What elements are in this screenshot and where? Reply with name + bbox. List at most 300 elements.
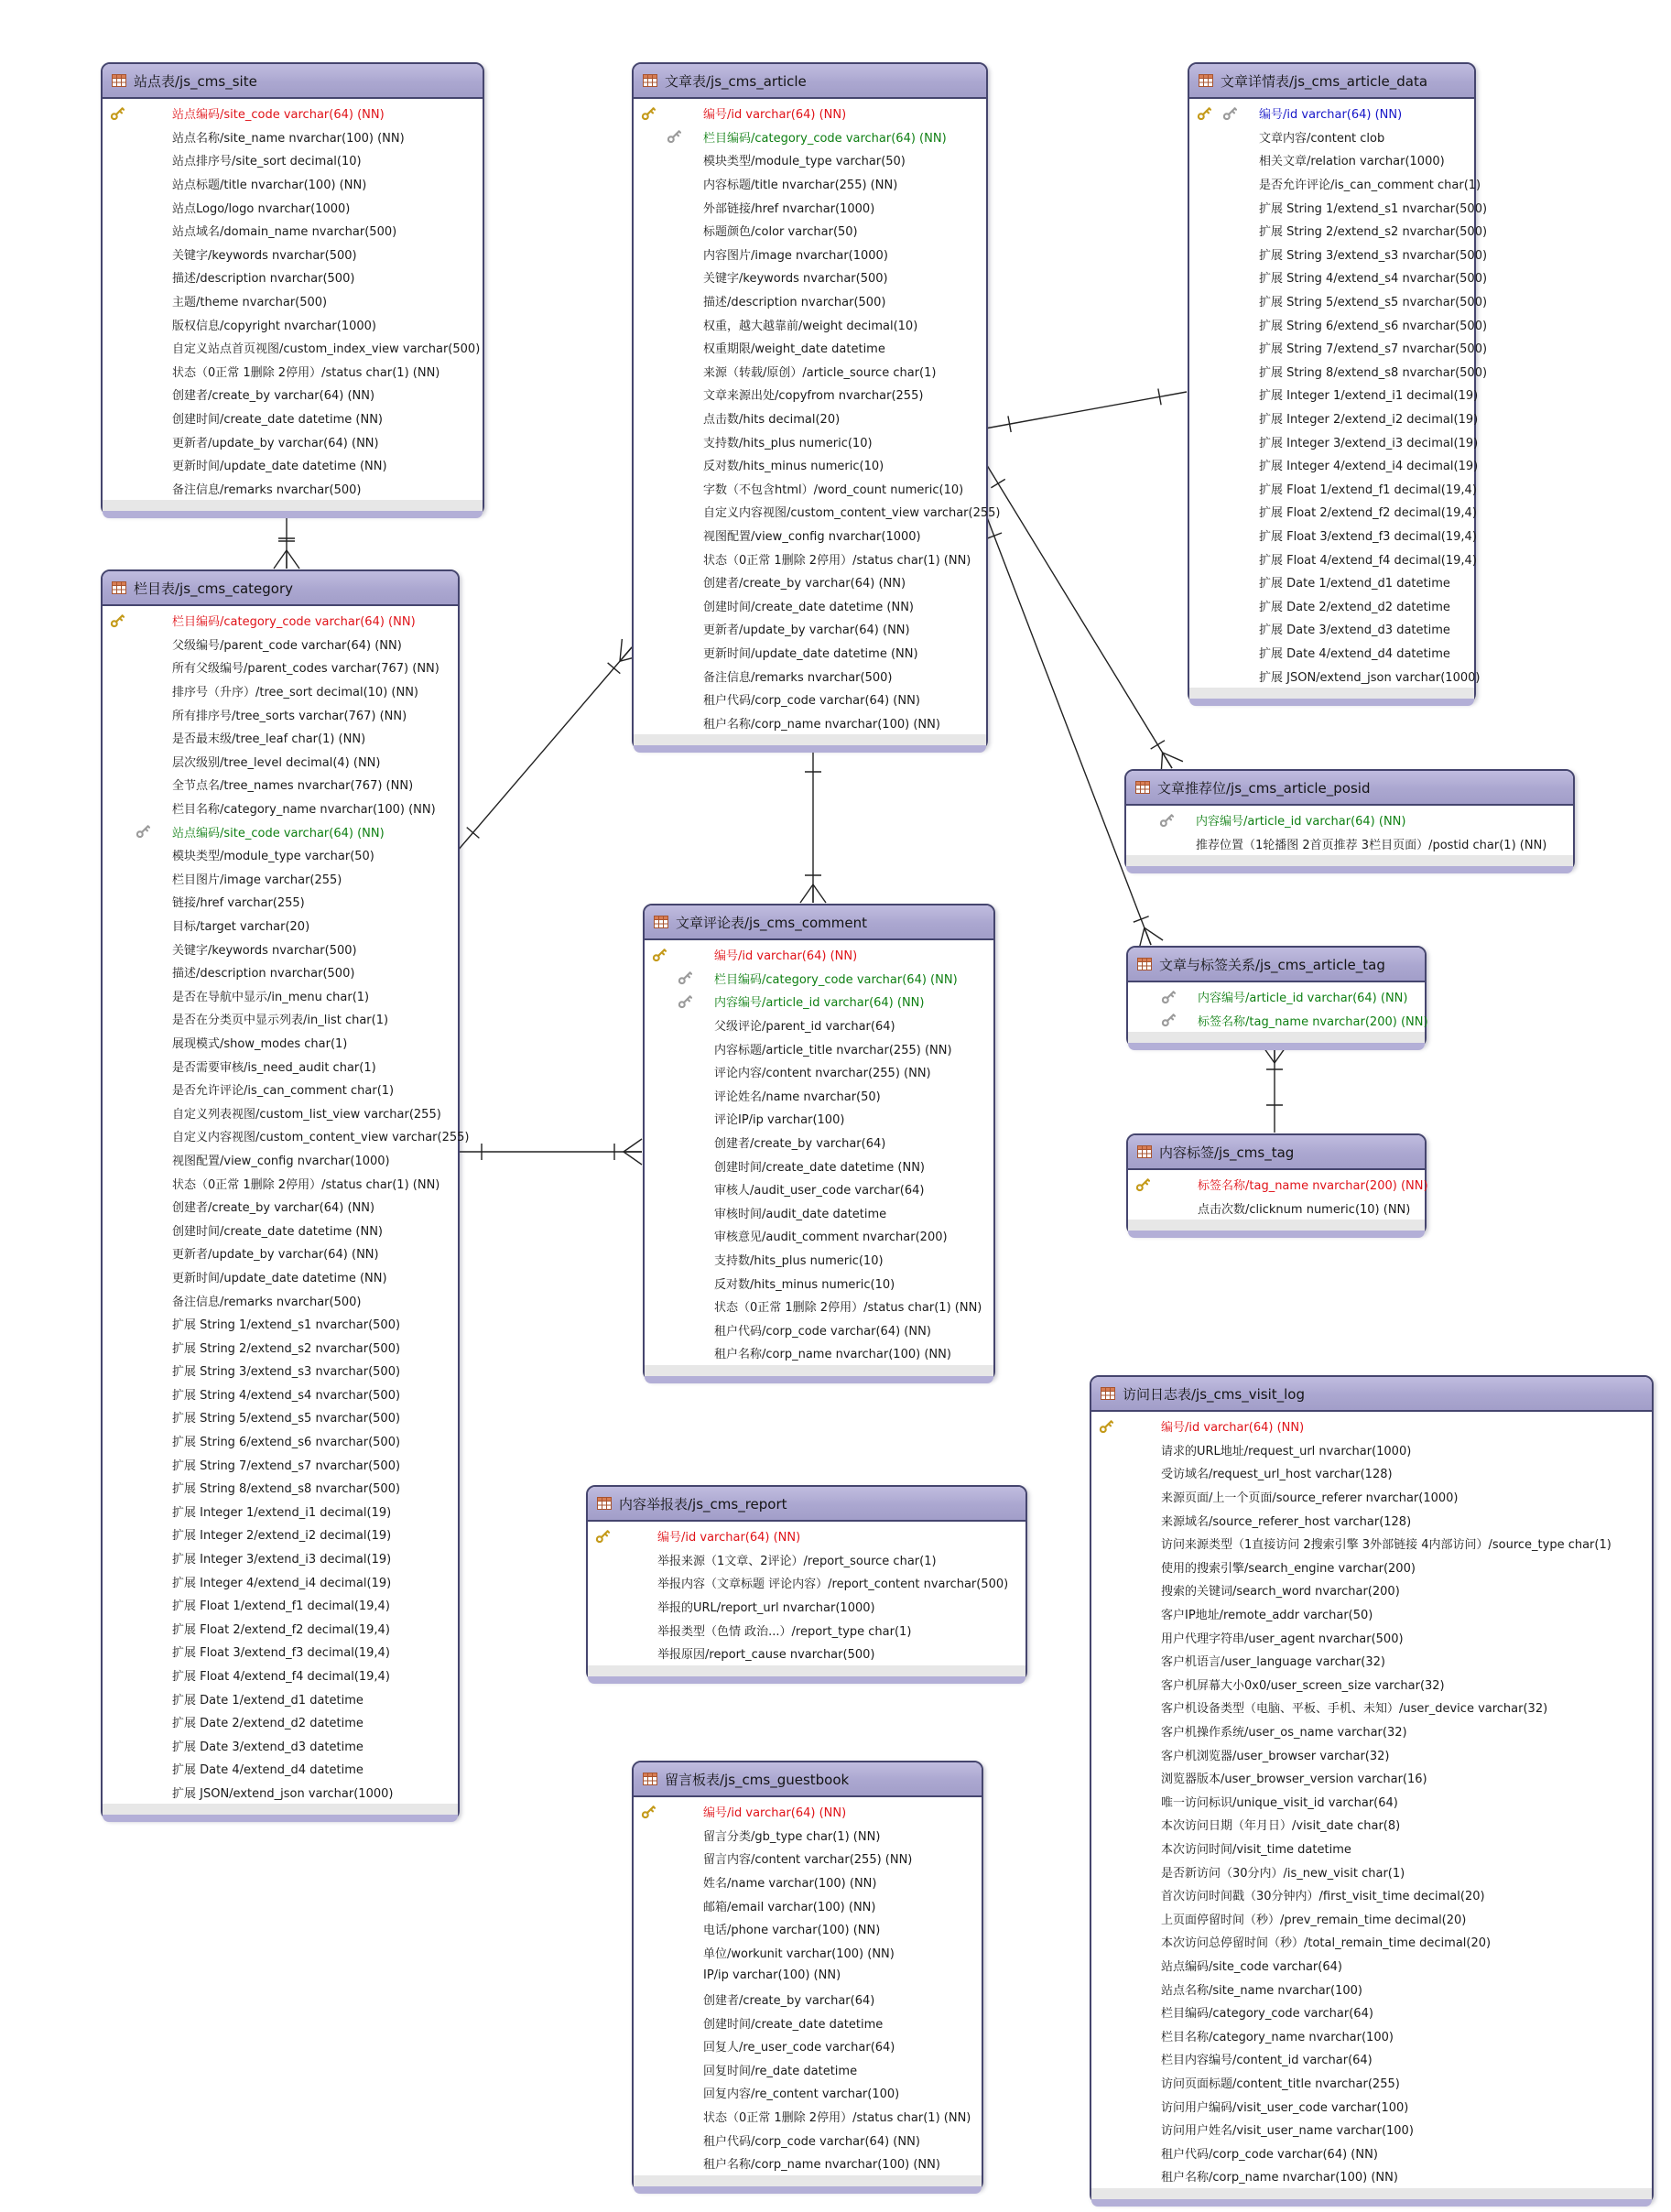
field-row[interactable] <box>103 289 483 313</box>
field-label: 更新者/update_by varchar(64) (NN) <box>703 623 910 638</box>
field-row[interactable] <box>634 102 986 125</box>
field-row[interactable] <box>645 1341 993 1365</box>
field-row[interactable] <box>634 172 986 196</box>
table-header[interactable] <box>1189 64 1474 99</box>
field-row[interactable] <box>103 1546 458 1570</box>
field-row[interactable] <box>1189 641 1474 665</box>
table-js_cms_tag[interactable] <box>1126 1133 1427 1235</box>
field-row[interactable] <box>1091 1602 1652 1626</box>
field-row[interactable] <box>588 1548 1025 1572</box>
field-label: 是否需要审核/is_need_audit char(1) <box>172 1060 376 1075</box>
key-icons <box>103 125 172 149</box>
field-row[interactable] <box>103 407 483 430</box>
field-row[interactable] <box>103 1171 458 1195</box>
field-row[interactable] <box>103 429 483 453</box>
field-row[interactable] <box>634 1917 982 1941</box>
field-row[interactable] <box>1189 453 1479 477</box>
field-row[interactable] <box>634 125 986 149</box>
field-row[interactable] <box>103 1686 458 1710</box>
field-row[interactable] <box>1091 1954 1652 1978</box>
field-label: 主题/theme nvarchar(500) <box>172 296 328 310</box>
field-row[interactable] <box>634 617 986 641</box>
key-icons <box>1091 1625 1161 1649</box>
field-row[interactable] <box>1091 1977 1652 2001</box>
relationship-js_cms_article-js_cms_article_posid[interactable] <box>985 462 1183 775</box>
field-row[interactable] <box>103 1265 458 1289</box>
field-row[interactable] <box>103 843 458 867</box>
relationship-js_cms_article-js_cms_article_tag[interactable] <box>985 513 1163 949</box>
key-icons <box>1091 1790 1161 1814</box>
key-icons <box>103 914 172 938</box>
field-row[interactable] <box>645 1201 993 1225</box>
field-row[interactable] <box>634 312 986 336</box>
field-row[interactable] <box>645 1295 993 1318</box>
field-label: 备注信息/remarks nvarchar(500) <box>703 670 893 685</box>
field-row[interactable] <box>1189 102 1474 125</box>
table-header[interactable] <box>634 64 986 99</box>
field-row[interactable] <box>634 266 986 289</box>
field-row[interactable] <box>645 1224 993 1248</box>
field-row[interactable] <box>634 360 986 384</box>
field-row[interactable] <box>645 1060 993 1084</box>
field-row[interactable] <box>103 453 483 477</box>
field-row[interactable] <box>634 2128 982 2152</box>
field-row[interactable] <box>103 1124 470 1148</box>
field-row[interactable] <box>1091 1906 1652 1930</box>
field-list <box>1128 982 1428 1032</box>
field-row[interactable] <box>1189 547 1477 570</box>
field-label: 来源（转载/原创）/article_source char(1) <box>703 365 937 380</box>
field-row[interactable] <box>1189 312 1488 336</box>
key-icons <box>1091 1930 1161 1954</box>
field-row[interactable] <box>1189 524 1477 548</box>
field-label: 栏目内容编号/content_id varchar(64) <box>1161 2054 1373 2068</box>
table-header[interactable] <box>1128 948 1425 982</box>
key-icons <box>1091 1556 1161 1579</box>
relationship-js_cms_article-js_cms_comment[interactable] <box>800 747 826 903</box>
field-row[interactable] <box>103 890 458 914</box>
field-row[interactable] <box>103 172 483 196</box>
field-row[interactable] <box>1128 1009 1428 1033</box>
field-row[interactable] <box>1128 1197 1425 1220</box>
field-label: 客户机浏览器/user_browser varchar(32) <box>1161 1749 1390 1763</box>
field-row[interactable] <box>103 125 483 149</box>
field-row[interactable] <box>103 1101 458 1124</box>
field-row[interactable] <box>634 1988 982 2011</box>
table-header[interactable] <box>634 1762 982 1797</box>
key-icons <box>103 1288 172 1312</box>
table-header[interactable] <box>103 571 458 606</box>
key-icons <box>634 664 703 688</box>
foreign-key-icon <box>678 970 692 985</box>
field-row[interactable] <box>634 570 986 594</box>
key-icons <box>103 172 172 196</box>
field-row[interactable] <box>1091 1461 1652 1485</box>
field-row[interactable] <box>1091 1578 1652 1602</box>
field-row[interactable] <box>103 1452 458 1476</box>
field-row[interactable] <box>1189 407 1479 430</box>
key-icons <box>1091 2094 1161 2118</box>
field-row[interactable] <box>634 1941 982 1965</box>
key-icons <box>1189 102 1259 125</box>
field-row[interactable] <box>1091 1837 1652 1860</box>
field-label: 扩展 Float 1/extend_f1 decimal(19,4) <box>172 1599 390 1614</box>
field-label: 更新时间/update_date datetime (NN) <box>703 646 918 661</box>
field-row[interactable] <box>1091 1649 1652 1673</box>
field-row[interactable] <box>1091 1883 1652 1907</box>
table-header[interactable] <box>1126 771 1573 806</box>
relationship-js_cms_site-js_cms_category[interactable] <box>274 514 299 569</box>
field-row[interactable] <box>634 477 986 501</box>
field-row[interactable] <box>1189 383 1479 407</box>
field-row[interactable] <box>1091 1860 1652 1883</box>
field-row[interactable] <box>103 1405 458 1429</box>
field-row[interactable] <box>103 1664 458 1687</box>
field-row[interactable] <box>1091 1556 1652 1579</box>
table-footer <box>103 500 483 518</box>
field-row[interactable] <box>645 1036 993 1060</box>
field-row[interactable] <box>1189 570 1474 594</box>
field-row[interactable] <box>1128 1173 1428 1197</box>
field-row[interactable] <box>645 1084 993 1108</box>
table-header[interactable] <box>1091 1377 1652 1412</box>
field-row[interactable] <box>1189 593 1474 617</box>
field-label: 权重，越大越靠前/weight decimal(10) <box>703 319 918 333</box>
field-label: 访问来源类型（1直接访问 2搜索引擎 3外部链接 4内部访问）/source_type char(1) <box>1161 1538 1611 1553</box>
key-icons <box>1091 1883 1161 1907</box>
field-row[interactable] <box>103 195 483 219</box>
key-icons <box>103 266 172 289</box>
field-row[interactable] <box>103 1195 458 1219</box>
field-row[interactable] <box>103 1218 458 1242</box>
field-row[interactable] <box>103 1734 458 1758</box>
field-row[interactable] <box>645 1318 993 1342</box>
field-row[interactable] <box>103 1757 458 1781</box>
field-row[interactable] <box>634 664 986 688</box>
field-row[interactable] <box>103 1569 458 1593</box>
field-row[interactable] <box>103 383 483 407</box>
table-js_cms_report[interactable] <box>586 1485 1027 1681</box>
field-row[interactable] <box>645 1131 993 1155</box>
field-row[interactable] <box>103 867 458 891</box>
field-row[interactable] <box>634 1800 982 1824</box>
field-row[interactable] <box>103 797 458 820</box>
field-row[interactable] <box>103 960 458 984</box>
field-row[interactable] <box>645 1154 993 1177</box>
field-row[interactable] <box>103 148 483 172</box>
field-row[interactable] <box>103 1500 458 1523</box>
field-row[interactable] <box>634 383 986 407</box>
field-row[interactable] <box>103 336 483 360</box>
field-row[interactable] <box>1091 2164 1652 2188</box>
field-row[interactable] <box>103 102 483 125</box>
field-row[interactable] <box>1091 2094 1652 2118</box>
field-row[interactable] <box>1091 2001 1652 2024</box>
field-row[interactable] <box>1189 266 1488 289</box>
field-row[interactable] <box>1189 477 1477 501</box>
field-row[interactable] <box>1091 2047 1652 2071</box>
table-js_cms_site[interactable] <box>101 62 484 515</box>
field-row[interactable] <box>588 1524 1025 1548</box>
field-row[interactable] <box>634 1824 982 1848</box>
field-row[interactable] <box>634 219 986 243</box>
field-row[interactable] <box>645 1177 993 1201</box>
table-js_cms_article_data[interactable] <box>1188 62 1488 703</box>
field-label: 编号/id varchar(64) (NN) <box>1259 108 1403 123</box>
field-row[interactable] <box>634 2081 982 2105</box>
field-label: 自定义内容视图/custom_content_view varchar(255) <box>172 1131 470 1145</box>
field-label: 扩展 Integer 4/extend_i4 decimal(19) <box>1259 460 1479 474</box>
field-row[interactable] <box>103 1242 458 1265</box>
field-row[interactable] <box>1091 1485 1652 1509</box>
field-row[interactable] <box>634 2058 982 2082</box>
field-label: 展现模式/show_modes char(1) <box>172 1036 348 1051</box>
key-icons <box>588 1595 657 1619</box>
field-row[interactable] <box>103 984 458 1008</box>
field-row[interactable] <box>634 2011 982 2034</box>
key-icons <box>1189 383 1259 407</box>
field-row[interactable] <box>645 943 993 967</box>
table-footer <box>634 2175 982 2194</box>
relationship-js_cms_article_tag-js_cms_tag[interactable] <box>1262 1045 1287 1133</box>
field-row[interactable] <box>103 266 483 289</box>
field-row[interactable] <box>634 710 986 734</box>
field-row[interactable] <box>645 967 993 991</box>
field-row[interactable] <box>634 500 1001 524</box>
table-js_cms_category[interactable] <box>101 569 470 1820</box>
table-js_cms_article[interactable] <box>632 62 1001 750</box>
field-row[interactable] <box>1189 617 1474 641</box>
field-row[interactable] <box>634 1964 982 1988</box>
field-row[interactable] <box>103 656 458 679</box>
field-row[interactable] <box>103 1640 458 1664</box>
field-label: 本次访问日期（年月日）/visit_date char(8) <box>1161 1819 1401 1834</box>
key-icons <box>103 1124 172 1148</box>
field-row[interactable] <box>634 289 986 313</box>
field-row[interactable] <box>103 773 458 797</box>
field-row[interactable] <box>103 609 458 633</box>
field-row[interactable] <box>1189 195 1488 219</box>
field-row[interactable] <box>103 726 458 750</box>
field-row[interactable] <box>1091 1673 1652 1697</box>
field-row[interactable] <box>103 633 458 656</box>
field-row[interactable] <box>103 1288 458 1312</box>
field-row[interactable] <box>634 336 986 360</box>
field-label: 更新时间/update_date datetime (NN) <box>172 1271 387 1285</box>
field-row[interactable] <box>103 679 458 703</box>
key-icons <box>645 1341 714 1365</box>
key-icons <box>634 2011 703 2034</box>
field-row[interactable] <box>1091 1930 1652 1954</box>
key-icons <box>1189 289 1259 313</box>
field-row[interactable] <box>634 195 986 219</box>
field-label: 创建者/create_by varchar(64) (NN) <box>172 389 375 404</box>
field-row[interactable] <box>634 407 986 430</box>
field-row[interactable] <box>634 547 986 570</box>
field-row[interactable] <box>634 243 986 266</box>
key-icons <box>103 1312 172 1336</box>
field-row[interactable] <box>103 1429 458 1453</box>
table-header[interactable] <box>645 905 993 940</box>
field-row[interactable] <box>1091 1813 1652 1837</box>
key-icons <box>103 1640 172 1664</box>
field-row[interactable] <box>1189 125 1474 149</box>
primary-key-icon <box>1135 1177 1150 1192</box>
field-row[interactable] <box>1189 336 1488 360</box>
field-row[interactable] <box>634 593 986 617</box>
field-row[interactable] <box>103 702 458 726</box>
field-row[interactable] <box>634 524 986 548</box>
field-label: 扩展 String 8/extend_s8 nvarchar(500) <box>1259 365 1488 380</box>
field-row[interactable] <box>1189 148 1474 172</box>
field-row[interactable] <box>1189 429 1479 453</box>
field-row[interactable] <box>634 641 986 665</box>
field-row[interactable] <box>103 1335 458 1359</box>
field-row[interactable] <box>645 1271 993 1295</box>
field-row[interactable] <box>103 1359 458 1382</box>
table-js_cms_guestbook[interactable] <box>632 1761 983 2191</box>
field-row[interactable] <box>1091 1508 1652 1532</box>
field-row[interactable] <box>634 2034 982 2058</box>
field-row[interactable] <box>645 1107 993 1131</box>
field-row[interactable] <box>645 1248 993 1272</box>
field-row[interactable] <box>103 1007 458 1031</box>
key-icons <box>103 819 172 843</box>
field-row[interactable] <box>1189 219 1488 243</box>
field-row[interactable] <box>103 1617 458 1641</box>
field-row[interactable] <box>645 1014 993 1037</box>
field-row[interactable] <box>103 937 458 960</box>
field-row[interactable] <box>1091 1790 1652 1814</box>
field-row[interactable] <box>1126 808 1573 832</box>
key-icons <box>103 336 172 360</box>
field-row[interactable] <box>634 1870 982 1894</box>
field-row[interactable] <box>103 1781 458 1805</box>
field-row[interactable] <box>1091 2023 1652 2047</box>
field-row[interactable] <box>634 429 986 453</box>
field-label: 扩展 Float 4/extend_f4 decimal(19,4) <box>1259 553 1477 568</box>
field-row[interactable] <box>1091 2141 1652 2164</box>
field-row[interactable] <box>103 1593 458 1617</box>
key-icons <box>1189 312 1259 336</box>
field-row[interactable] <box>1126 832 1573 856</box>
field-row[interactable] <box>103 360 483 384</box>
field-row[interactable] <box>103 819 458 843</box>
field-row[interactable] <box>103 914 458 938</box>
field-row[interactable] <box>588 1571 1025 1595</box>
field-row[interactable] <box>103 1148 458 1172</box>
field-row[interactable] <box>1091 1532 1652 1556</box>
field-row[interactable] <box>1189 243 1488 266</box>
relationship-js_cms_category-js_cms_comment[interactable] <box>457 1139 642 1165</box>
field-list <box>588 1522 1025 1665</box>
field-row[interactable] <box>103 1476 458 1500</box>
field-row[interactable] <box>588 1642 1025 1665</box>
field-row[interactable] <box>103 1312 458 1336</box>
field-row[interactable] <box>1189 500 1477 524</box>
field-label: 父级评论/parent_id varchar(64) <box>714 1020 895 1035</box>
field-label: 编号/id varchar(64) (NN) <box>1161 1421 1305 1436</box>
table-js_cms_comment[interactable] <box>643 904 995 1381</box>
field-row[interactable] <box>1189 664 1481 688</box>
table-js_cms_article_tag[interactable] <box>1126 946 1427 1047</box>
table-header[interactable] <box>103 64 483 99</box>
field-label: 扩展 Float 2/extend_f2 decimal(19,4) <box>1259 506 1477 521</box>
key-icons <box>1189 429 1259 453</box>
field-row[interactable] <box>1091 1719 1652 1743</box>
field-row[interactable] <box>588 1595 1025 1619</box>
field-label: 评论IP/ip varchar(100) <box>714 1113 845 1128</box>
field-row[interactable] <box>634 2105 982 2129</box>
field-row[interactable] <box>634 688 986 711</box>
field-row[interactable] <box>634 148 986 172</box>
field-row[interactable] <box>634 1847 982 1870</box>
field-row[interactable] <box>103 1031 458 1055</box>
key-icons <box>645 1084 714 1108</box>
field-label: 自定义内容视图/custom_content_view varchar(255) <box>703 506 1001 521</box>
field-row[interactable] <box>1091 2118 1652 2142</box>
field-label: 扩展 Date 2/extend_d2 datetime <box>172 1717 363 1731</box>
field-row[interactable] <box>103 1710 458 1734</box>
key-icons <box>645 1318 714 1342</box>
field-row[interactable] <box>103 750 458 774</box>
field-row[interactable] <box>1091 1742 1652 1766</box>
key-icons <box>645 1271 714 1295</box>
key-icons <box>634 2081 703 2105</box>
field-row[interactable] <box>1091 1415 1652 1438</box>
table-header[interactable] <box>1128 1135 1425 1170</box>
field-row[interactable] <box>588 1618 1025 1642</box>
key-icons <box>103 1405 172 1429</box>
key-icons <box>645 1154 714 1177</box>
field-row[interactable] <box>1091 2071 1652 2095</box>
key-icons <box>645 943 714 967</box>
table-js_cms_article_posid[interactable] <box>1124 769 1575 871</box>
relationship-js_cms_category-js_cms_article[interactable] <box>457 639 642 851</box>
key-icons <box>645 1224 714 1248</box>
field-row[interactable] <box>103 1054 458 1078</box>
field-row[interactable] <box>103 312 483 336</box>
table-title: 访问日志表/js_cms_visit_log <box>1123 1385 1305 1403</box>
field-row[interactable] <box>1091 1625 1652 1649</box>
field-row[interactable] <box>1189 289 1488 313</box>
table-header[interactable] <box>588 1487 1025 1522</box>
field-row[interactable] <box>103 477 483 501</box>
relationship-js_cms_article-js_cms_article_data[interactable] <box>985 389 1187 433</box>
field-row[interactable] <box>1189 172 1481 196</box>
field-row[interactable] <box>1128 985 1425 1009</box>
field-row[interactable] <box>1091 1766 1652 1790</box>
key-icons <box>1128 1197 1198 1220</box>
field-row[interactable] <box>103 243 483 266</box>
field-row[interactable] <box>634 1893 982 1917</box>
key-icons <box>645 1201 714 1225</box>
field-row[interactable] <box>645 990 993 1014</box>
field-row[interactable] <box>103 1382 458 1406</box>
field-row[interactable] <box>103 1078 458 1101</box>
field-row[interactable] <box>1189 360 1488 384</box>
field-row[interactable] <box>103 1523 458 1546</box>
key-icons <box>645 1107 714 1131</box>
field-row[interactable] <box>634 453 986 477</box>
field-row[interactable] <box>103 219 483 243</box>
field-row[interactable] <box>634 2152 982 2175</box>
key-icons <box>103 1476 172 1500</box>
field-row[interactable] <box>1091 1438 1652 1462</box>
field-row[interactable] <box>1091 1696 1652 1719</box>
key-icons <box>634 1988 703 2011</box>
table-js_cms_visit_log[interactable] <box>1090 1375 1654 2204</box>
